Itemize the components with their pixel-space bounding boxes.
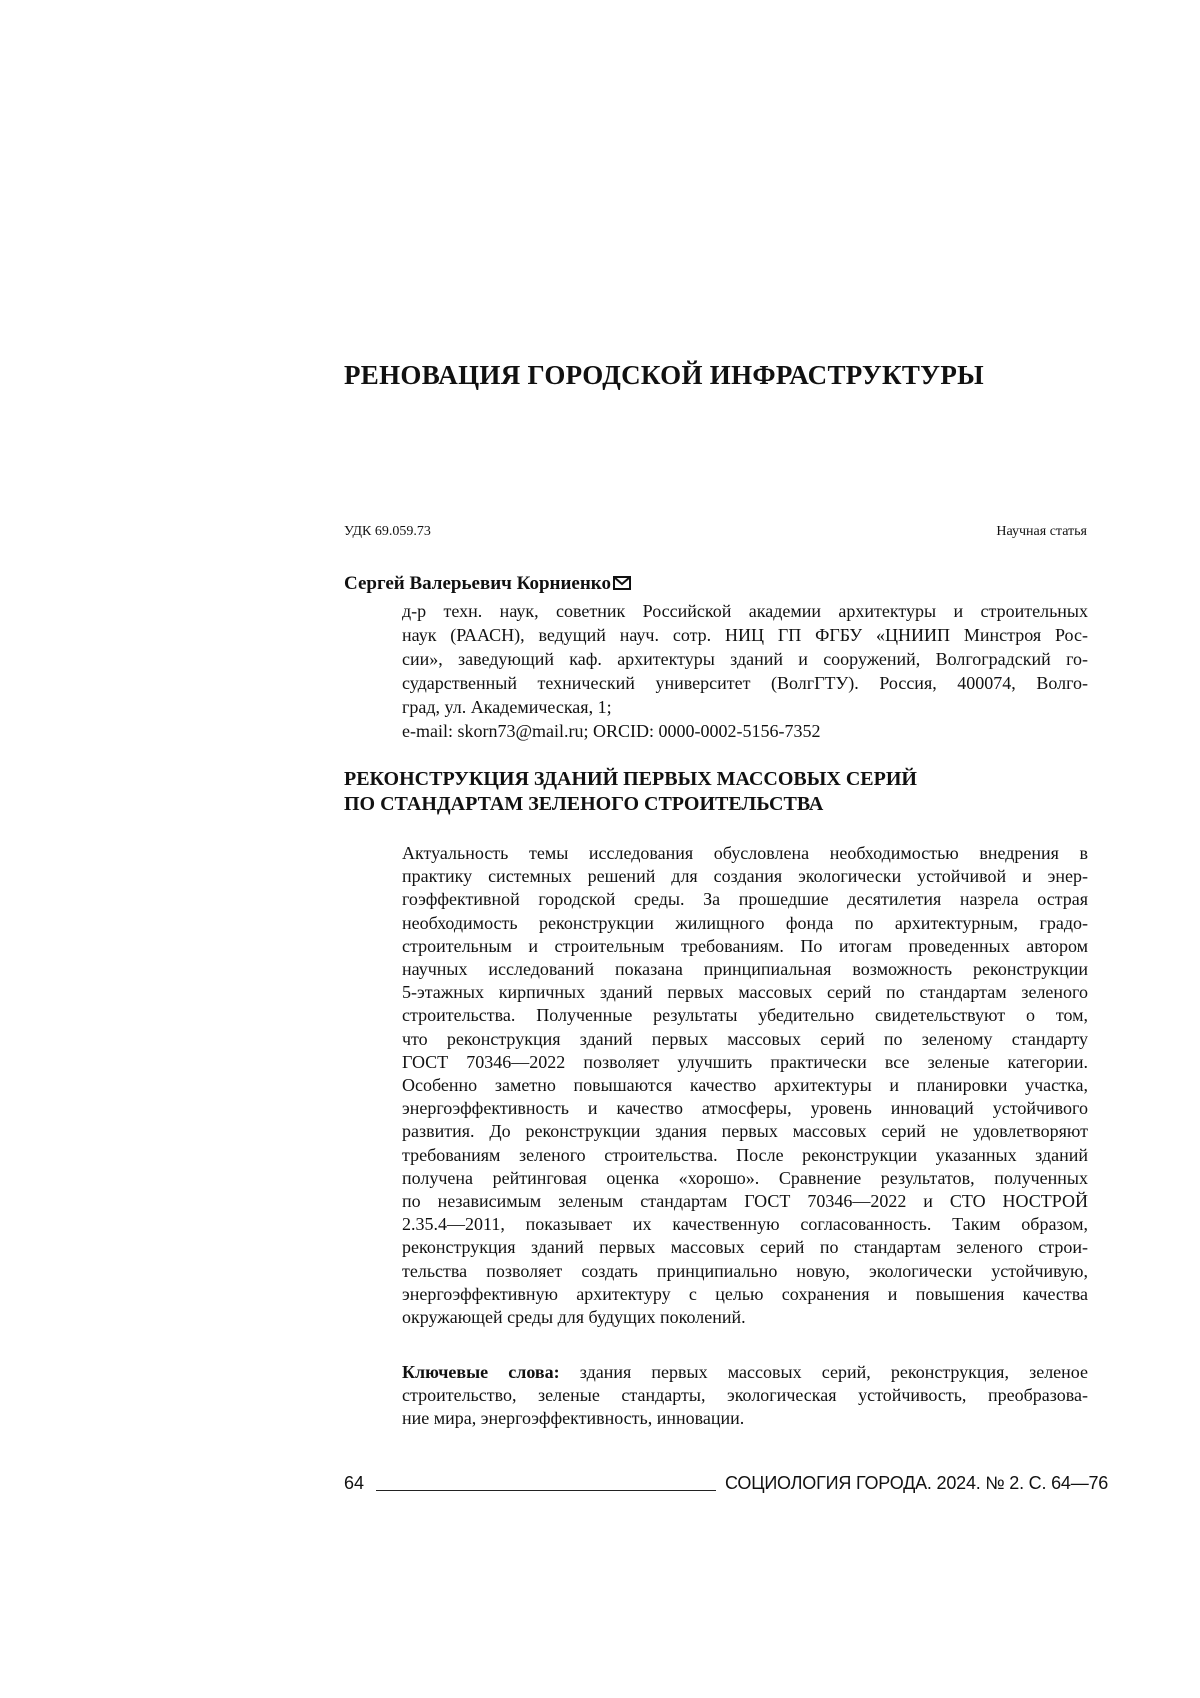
article-title-line: РЕКОНСТРУКЦИЯ ЗДАНИЙ ПЕРВЫХ МАССОВЫХ СЕРИЙ (344, 768, 917, 790)
keywords-text: здания первых массовых серий, реконструкция, зеленое (579, 1362, 1089, 1382)
abstract-line: Актуальность темы исследования обусловлена необходимостью внедрения в (402, 843, 1088, 863)
author-info-line: град, ул. Академическая, 1; (402, 697, 612, 717)
abstract-line: по независимым зеленым стандартам ГОСТ 70346—2022 и СТО НОСТРОЙ (402, 1191, 1088, 1212)
author-name-text: Сергей Валерьевич Корниенко (344, 573, 611, 594)
author-info-line: сударственный технический университет (ВолгГТУ). Россия, 400074, Волго- (402, 673, 1088, 693)
abstract-line: гоэффективной городской среды. За прошедшие десятилетия назрела острая (402, 889, 1088, 910)
abstract-line: научных исследований показана принципиальная возможность реконструкции (402, 959, 1088, 980)
author-contact-line: e-mail: skorn73@mail.ru; ORCID: 0000-0002-5156-7352 (402, 721, 821, 741)
abstract-line: строительным и строительным требованиям. По итогам проведенных автором (402, 935, 1088, 956)
abstract-line: получена рейтинговая оценка «хорошо». Сравнение результатов, полученных (402, 1167, 1088, 1188)
abstract-line: 2.35.4—2011, показывает их качественную согласованность. Таким образом, (402, 1214, 1088, 1235)
article-title (344, 767, 917, 817)
article-type: Научная статья (996, 524, 1087, 539)
abstract-line: требованиям зеленого строительства. После реконструкции указанных зданий (402, 1144, 1088, 1165)
keywords (402, 1361, 1088, 1431)
abstract-line: Особенно заметно повышаются качество архитектуры и планировки участка, (402, 1075, 1088, 1096)
abstract-line: тельства позволяет создать принципиально новую, экологически устойчивую, (402, 1260, 1088, 1281)
article-title-line: ПО СТАНДАРТАМ ЗЕЛЕНОГО СТРОИТЕЛЬСТВА (344, 793, 824, 815)
abstract-line: ГОСТ 70346—2022 позволяет улучшить практически все зеленые категории. (402, 1051, 1088, 1072)
abstract-line: энергоэффективную архитектуру с целью сохранения и повышения качества (402, 1283, 1088, 1304)
author-affiliation (402, 599, 1088, 743)
section-title: РЕНОВАЦИЯ ГОРОДСКОЙ ИНФРАСТРУКТУРЫ (344, 360, 984, 390)
abstract-line: необходимость реконструкции жилищного фонда по архитектурным, градо- (402, 912, 1088, 933)
author-info-line: сии», заведующий каф. архитектуры зданий и сооружений, Волгоградский го- (402, 649, 1088, 669)
author-info-line: д-р техн. наук, советник Российской академии архитектуры и строительных (402, 601, 1088, 621)
udc-code: УДК 69.059.73 (344, 524, 431, 539)
abstract-line: практику системных решений для создания экологически устойчивой и энер- (402, 866, 1088, 887)
journal-citation: СОЦИОЛОГИЯ ГОРОДА. 2024. № 2. С. 64—76 (725, 1473, 1109, 1493)
abstract-line: энергоэффективность и качество атмосферы, уровень инноваций устойчивого (402, 1098, 1088, 1119)
abstract-line: что реконструкция зданий первых массовых серий по зеленому стандарту (402, 1028, 1088, 1049)
abstract-line: окружающей среды для будущих поколений. (402, 1307, 746, 1328)
page-number: 64 (344, 1473, 365, 1493)
abstract (402, 842, 1088, 1329)
keywords-line (402, 1361, 1088, 1384)
envelope-icon[interactable] (613, 574, 631, 596)
keywords-line: строительство, зеленые стандарты, экологическая устойчивость, преобразова- (402, 1385, 1088, 1406)
keywords-line: ние мира, энергоэффективность, инновации. (402, 1408, 745, 1429)
footer-rule (376, 1490, 716, 1491)
abstract-line: 5-этажных кирпичных зданий первых массовых серий по стандартам зеленого (402, 982, 1088, 1003)
abstract-line: реконструкция зданий первых массовых серий по стандартам зеленого строи- (402, 1237, 1088, 1258)
author-name (344, 573, 631, 596)
abstract-line: развития. До реконструкции здания первых массовых серий не удовлетворяют (402, 1121, 1088, 1142)
author-info-line: наук (РААСН), ведущий науч. сотр. НИЦ ГП ФГБУ «ЦНИИП Минстроя Рос- (402, 625, 1088, 645)
abstract-line: строительства. Полученные результаты убедительно свидетельствуют о том, (402, 1005, 1088, 1026)
keywords-label: Ключевые слова: (402, 1362, 560, 1382)
